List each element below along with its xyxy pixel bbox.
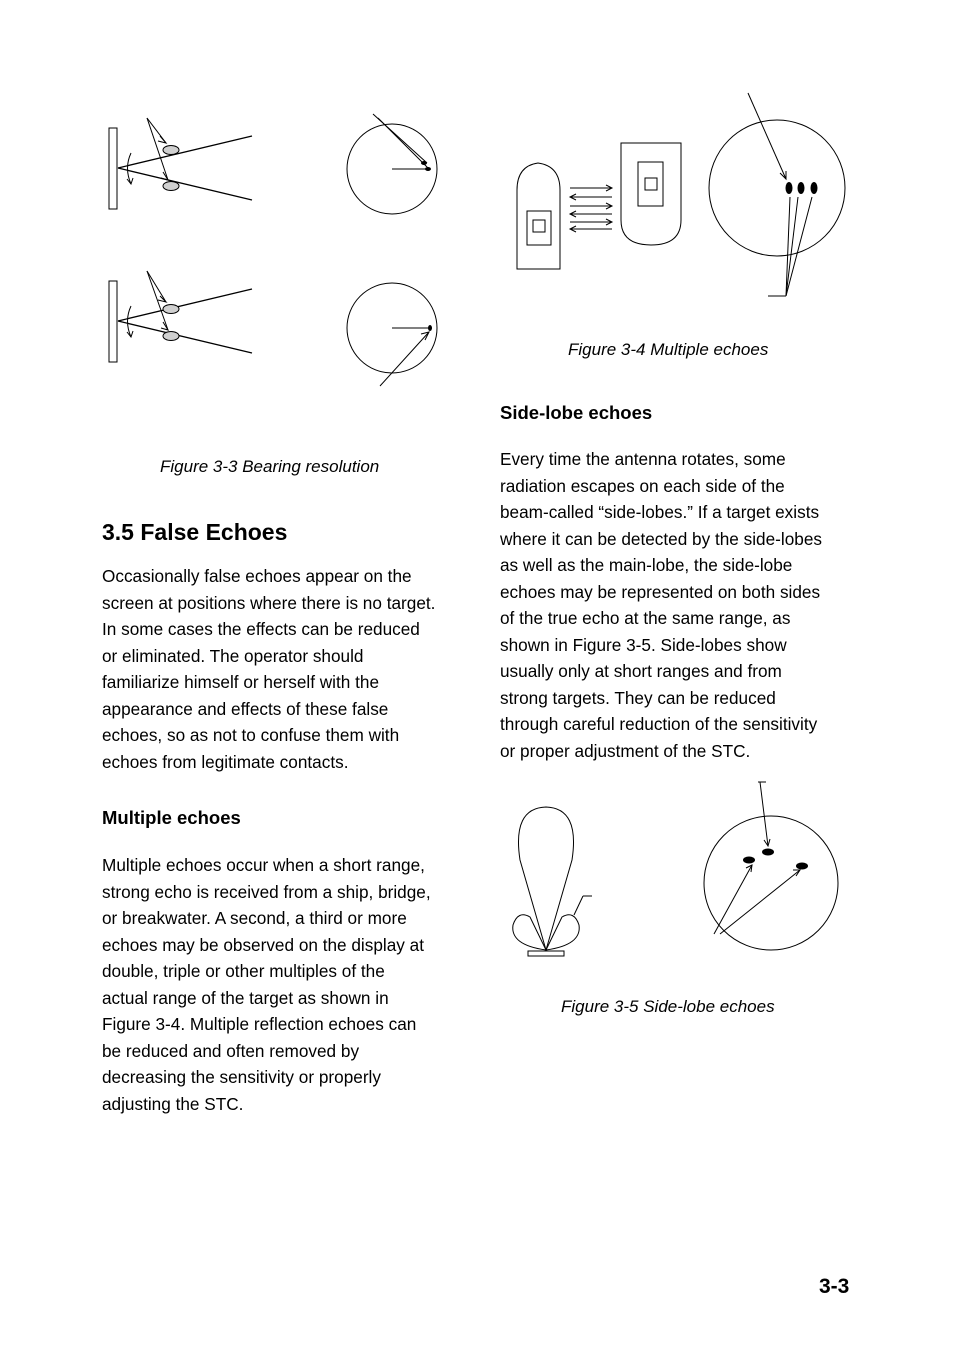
paragraph-line: actual range of the target as shown in [102,987,389,1008]
paragraph-line: usually only at short ranges and from [500,661,782,681]
paragraph-line: Multiple echoes occur when a short range, [102,855,425,875]
figure-3-3-caption: Figure 3-3 Bearing resolution [160,457,380,476]
multiple-echoes-paragraph [102,852,431,1117]
paragraph-line: through careful reduction of the sensitivity [500,714,818,734]
paragraph-line: radiation escapes on each side of the [500,475,785,496]
figure-3-4-caption: Figure 3-4 Multiple echoes [568,340,769,359]
side-lobe-paragraph [500,446,822,764]
bearing-display-bottom [347,283,437,386]
paragraph-line: shown in Figure 3-5. Side-lobes show [500,634,787,655]
paragraph-line: echoes from legitimate contacts. [102,751,349,772]
paragraph-line: In some cases the effects can be reduced [102,619,420,639]
side-lobe-heading: Side-lobe echoes [500,402,653,423]
paragraph-line: or breakwater. A second, a third or more [102,908,407,928]
paragraph-line: decreasing the sensitivity or properly [102,1067,381,1087]
paragraph-line: echoes, so as not to confuse them with [102,725,400,745]
paragraph-line: adjusting the STC. [102,1093,244,1114]
paragraph-line: of the true echo at the same range, as [500,608,791,628]
paragraph-line: where it can be detected by the side-lobes [500,528,822,549]
intro-paragraph [102,563,435,775]
paragraph-line: Occasionally false echoes appear on the [102,566,412,586]
bearing-display-top [347,114,437,214]
paragraph-line: Figure 3-4. Multiple reflection echoes can [102,1014,417,1034]
reflection-arrows [570,185,612,232]
bearing-diagram-top-left [109,118,252,209]
paragraph-line: echoes may be observed on the display at [102,934,424,955]
own-ship-shape [517,163,560,269]
paragraph-line: beam-called “side-lobes.” If a target exists [500,502,820,522]
page-number: 3-3 [819,1275,850,1298]
paragraph-line: be reduced and often removed by [102,1040,360,1061]
paragraph-line: screen at positions where there is no target. [102,592,436,613]
figure-3-5-caption: Figure 3-5 Side-lobe echoes [561,997,775,1016]
paragraph-line: or eliminated. The operator should [102,645,364,666]
paragraph-line: as well as the main-lobe, the side-lobe [500,555,793,575]
section-title: 3.5 False Echoes [102,519,288,545]
paragraph-line: strong echo is received from a ship, bridge, [102,881,431,902]
paragraph-line: strong targets. They can be reduced [500,687,776,708]
bearing-diagram-bottom-left [109,271,252,362]
paragraph-line: double, triple or other multiples of the [102,961,385,981]
paragraph-line: appearance and effects of these false [102,698,389,719]
reflecting-ship-shape [621,143,681,245]
multiple-echoes-display [709,93,845,296]
multiple-echoes-heading: Multiple echoes [102,807,241,828]
side-lobe-display [704,782,838,950]
paragraph-line: echoes may be represented on both sides [500,581,821,602]
antenna-lobe-pattern [513,807,592,956]
paragraph-line: familiarize himself or herself with the [102,672,380,692]
paragraph-line: Every time the antenna rotates, some [500,449,786,469]
paragraph-line: or proper adjustment of the STC. [500,740,751,761]
